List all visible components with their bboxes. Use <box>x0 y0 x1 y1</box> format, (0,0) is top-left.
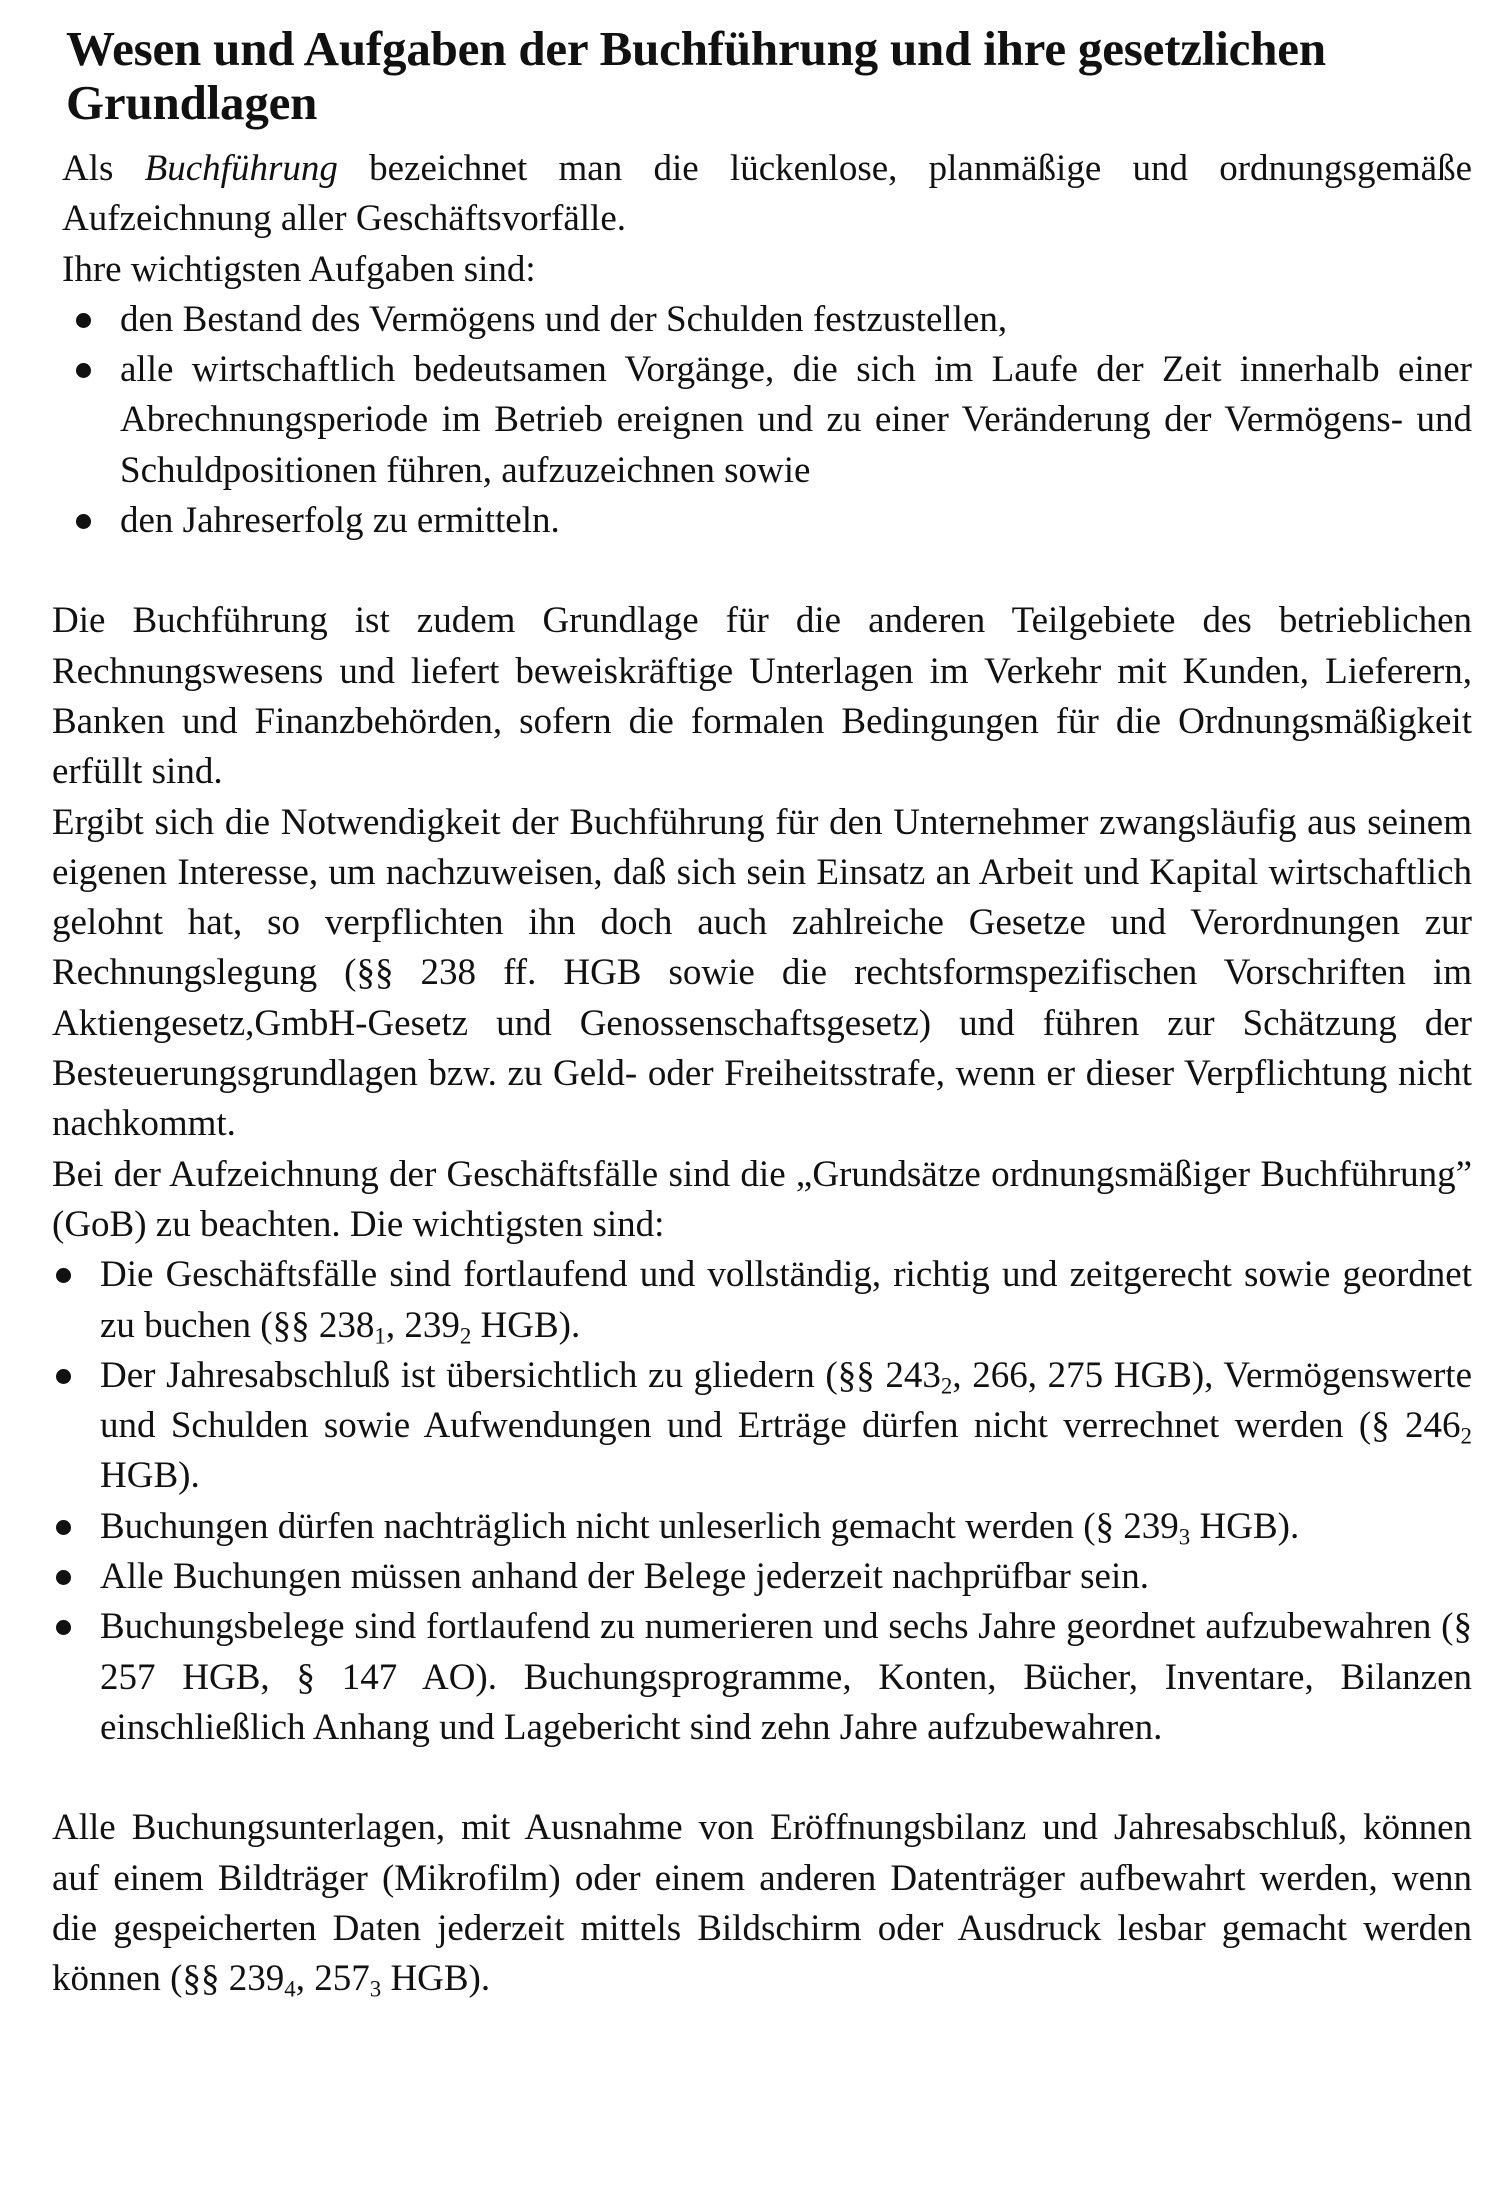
document-page <box>52 22 1472 2004</box>
list-item: alle wirtschaftlich bedeutsamen Vorgänge, die sich im Laufe der Zeit innerhalb einer Abrechnungsperiode im Betrieb ereignen und zu einer Veränderung der Vermögens- und Schuldpositionen führen, aufzuzeichnen sowie <box>72 345 1472 496</box>
principles-list <box>52 1250 1472 1753</box>
bullet-icon <box>76 363 91 378</box>
list-item: Die Geschäftsfälle sind fortlaufend und vollständig, richtig und zeitgerecht sowie geordnet zu buchen (§§ $238_1$, $239_2$ HGB). <box>52 1250 1472 1351</box>
bullet-icon <box>56 1268 71 1283</box>
bullet-icon <box>56 1520 71 1535</box>
basis-paragraph: Die Buchführung ist zudem Grundlage für die anderen Teilgebiete des betrieblichen Rechnungswesens und liefert beweiskräftige Unterlagen im Verkehr mit Kunden, Lieferern, Banken und Finanzbehörden, sofern die formalen Bedingungen für die Ordnungsmäßigkeit erfüllt sind. <box>52 600 1472 793</box>
list-item: Der Jahresabschluß ist übersichtlich zu gliedern (§§ $243_2$, 266, 275 HGB), Vermögenswerte und Schulden sowie Aufwendungen und Erträge dürfen nicht verrechnet werden (§ $246_2$ HGB). <box>52 1351 1472 1502</box>
gob-paragraph: Bei der Aufzeichnung der Geschäftsfälle sind die „Grundsätze ordnungsmäßiger Buchführung” (GoB) zu beachten. Die wichtigsten sind: <box>52 1153 1472 1245</box>
list-item: Alle Buchungen müssen anhand der Belege jederzeit nachprüfbar sein. <box>52 1552 1472 1602</box>
list-item: Buchungsbelege sind fortlaufend zu numerieren und sechs Jahre geordnet aufzubewahren (§ 257 HGB, § 147 AO). Buchungsprogramme, Konten, Bücher, Inventare, Bilanzen einschließlich Anhang und Lagebericht sind zehn Jahre aufzubewahren. <box>52 1602 1472 1753</box>
term-buchfuehrung: Buchführung <box>144 148 338 189</box>
definition-paragraph: Als Buchführung bezeichnet man die lückenlose, planmäßige und ordnungsgemäße Aufzeichnung aller Geschäftsvorfälle. <box>62 148 1472 240</box>
bullet-icon <box>56 1620 71 1635</box>
list-item: den Bestand des Vermögens und der Schulden festzustellen, <box>72 295 1472 345</box>
necessity-paragraph: Ergibt sich die Notwendigkeit der Buchführung für den Unternehmer zwangsläufig aus seinem eigenen Interesse, um nachzuweisen, daß sich sein Einsatz an Arbeit und Kapital wirtschaftlich gelohnt hat, so verpflichten ihn doch auch zahlreiche Gesetze und Verordnungen zur Rechnungslegung (§§ 238 ff. HGB sowie die rechtsformspezifischen Vorschriften im Aktiengesetz,GmbH-Gesetz und Genossenschaftsgesetz) und führen zur Schätzung der Besteuerungsgrundlagen bzw. zu Geld- oder Freiheitsstrafe, wenn er dieser Verpflichtung nicht nachkommt. <box>52 801 1472 1145</box>
main-section <box>52 596 1472 1753</box>
page-title: Wesen und Aufgaben der Buchführung und ihre gesetzlichen Grundlagen <box>66 21 1326 130</box>
intro-section <box>62 144 1472 546</box>
list-item: Buchungen dürfen nachträglich nicht unleserlich gemacht werden (§ $239_3$ HGB). <box>52 1502 1472 1552</box>
storage-section <box>52 1803 1472 2004</box>
bullet-icon <box>56 1570 71 1585</box>
bullet-icon <box>76 514 91 529</box>
storage-paragraph: Alle Buchungsunterlagen, mit Ausnahme von Eröffnungsbilanz und Jahresabschluß, können auf einem Bildträger (Mikrofilm) oder einem anderen Datenträger aufbewahrt werden, wenn die gespeicherten Daten jederzeit mittels Bildschirm oder Ausdruck lesbar gemacht werden können (§§ $239_4$, $257_3$ HGB). <box>52 1807 1472 2002</box>
bullet-icon <box>76 313 91 328</box>
tasks-intro: Ihre wichtigsten Aufgaben sind: <box>62 248 536 290</box>
list-item: den Jahreserfolg zu ermitteln. <box>72 496 1472 546</box>
tasks-list <box>72 295 1472 546</box>
bullet-icon <box>56 1369 71 1384</box>
